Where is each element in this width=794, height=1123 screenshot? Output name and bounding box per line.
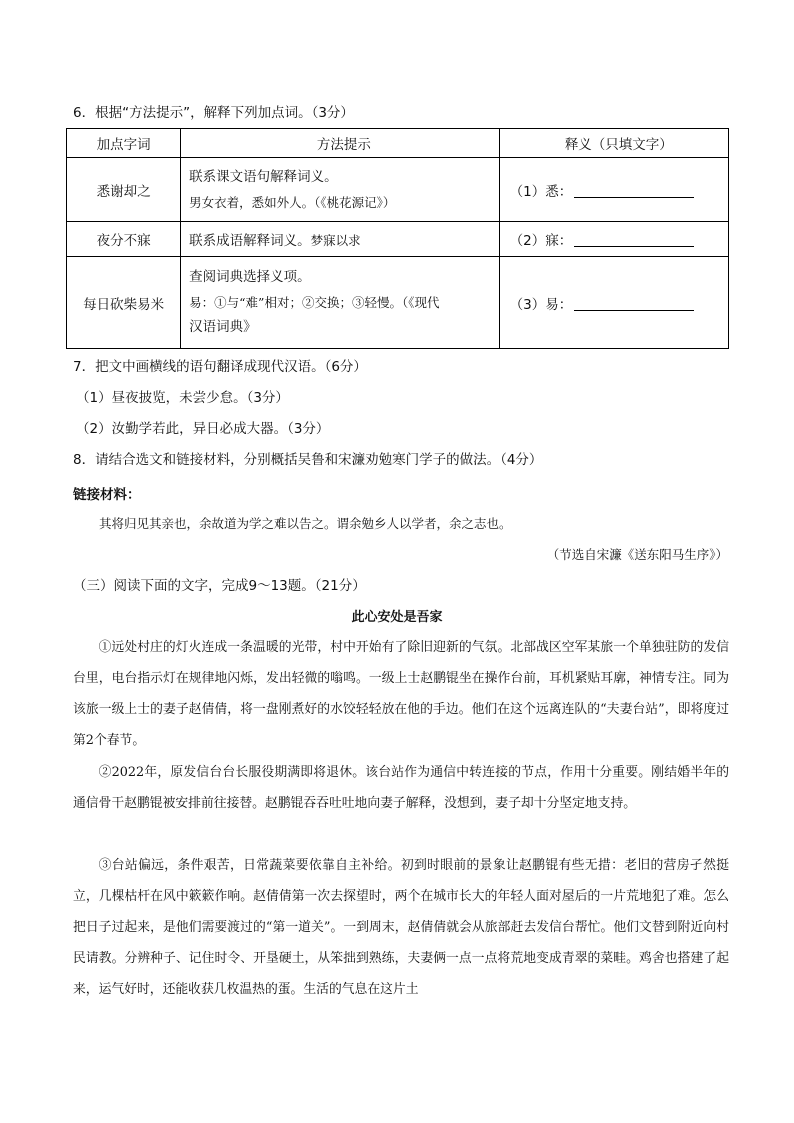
article-paragraph: ②2022年，原发信台台长服役期满即将退休。该台站作为通信中转连接的节点，作用十分重要。刚结婚半年的通信骨干赵鹏锟被安排前往接替。赵鹏锟吞吞吐吐地向妻子解释，没想到，妻子却十分坚定地支持。 [73, 765, 729, 811]
article-paragraph: ③台站偏远，条件艰苦，日常蔬菜要依靠自主补给。初到时眼前的景象让赵鹏锟有些无措：老旧的营房孑然挺立，几棵枯杆在风中簌簌作响。赵倩倩第一次去探望时，两个在城市长大的年轻人面对屋后的一片荒地犯了难。怎么把日子过起来，是他们需要渡过的“第一道关”。一到周末，赵倩倩就会从旅部赶去发信台帮忙。他们文替到附近向村民请教。分辨种子、记住时令、开垦硬土，从笨拙到熟练，夫妻俩一点一点将荒地变成青翠的菜畦。鸡舍也搭建了起来，运气好时，还能收获几枚温热的蛋。生活的气息在这片土 [73, 858, 729, 997]
link-material-text: 其将归见其亲也，余故道为学之难以告之。谓余勉乡人以学者，余之志也。 [99, 516, 512, 531]
table-row [67, 222, 729, 257]
table-row [67, 257, 729, 349]
question-8: 8．请结合选文和链接材料，分别概括吴鲁和宋濂劝勉寒门学子的做法。（4分） [73, 452, 543, 468]
hint-text: 查阅词典选择义项。 [189, 269, 311, 285]
hint-example: 易：①与“难”相对；②交换；③轻慢。（《现代 [189, 295, 440, 310]
hint-example-cont: 汉语词典》 [189, 319, 257, 335]
article-paragraph: ①远处村庄的灯火连成一条温暖的光带，村中开始有了除旧迎新的气氛。北部战区空军某旅一个单独驻防的发信台里，电台指示灯在规律地闪烁，发出轻微的嗡鸣。一级上士赵鹏锟坐在操作台前，耳机紧贴耳廓，神情专注。同为该旅一级上士的妻子赵倩倩，将一盘刚煮好的水饺轻轻放在他的手边。他们在这个远离连队的“夫妻台站”，即将度过第2个春节。 [73, 640, 729, 748]
header-hint: 方法提示 [181, 129, 499, 158]
hint-example: 男女衣着，悉如外人。（《桃花源记》） [189, 194, 396, 210]
answer-blank[interactable] [574, 232, 694, 247]
method-table [66, 128, 729, 349]
hint-text: 联系课文语句解释词义。 [189, 168, 338, 185]
row-word: 每日砍柴易米 [67, 257, 181, 349]
answer-label: （3）易： [509, 296, 573, 313]
row-word: 悉谢却之 [67, 158, 181, 222]
row-answer [499, 222, 728, 257]
header-answer: 释义（只填文字） [499, 129, 728, 158]
answer-blank[interactable] [574, 296, 694, 311]
question-7: 7．把文中画横线的语句翻译成现代汉语。（6分） [73, 359, 367, 375]
row-hint [181, 222, 499, 257]
hint-example: 梦寐以求 [310, 233, 361, 248]
article-title: 此心安处是吾家 [351, 610, 443, 625]
table-header-row [67, 129, 729, 158]
question-7-item: （2）汝勤学若此，异日必成大器。（3分） [76, 421, 330, 437]
link-material-source: （节选自宋濂《送东阳马生序》） [546, 547, 728, 562]
row-word: 夜分不寐 [67, 222, 181, 257]
row-answer [499, 257, 728, 349]
link-material-title: 链接材料： [73, 487, 141, 503]
question-6: 6．根据“方法提示”，解释下列加点词。（3分） [73, 105, 354, 121]
question-7-item: （1）昼夜披览，未尝少怠。（3分） [76, 390, 289, 406]
section-3-heading: （三）阅读下面的文字，完成9～13题。（21分） [73, 578, 366, 594]
row-hint [181, 158, 499, 222]
row-answer [499, 158, 728, 222]
answer-label: （1）悉： [509, 183, 573, 200]
answer-label: （2）寐： [509, 233, 573, 249]
hint-text: 联系成语解释词义。 [189, 233, 311, 249]
answer-blank[interactable] [574, 183, 694, 198]
table-row [67, 158, 729, 222]
header-word: 加点字词 [67, 129, 181, 158]
row-hint [181, 257, 499, 349]
